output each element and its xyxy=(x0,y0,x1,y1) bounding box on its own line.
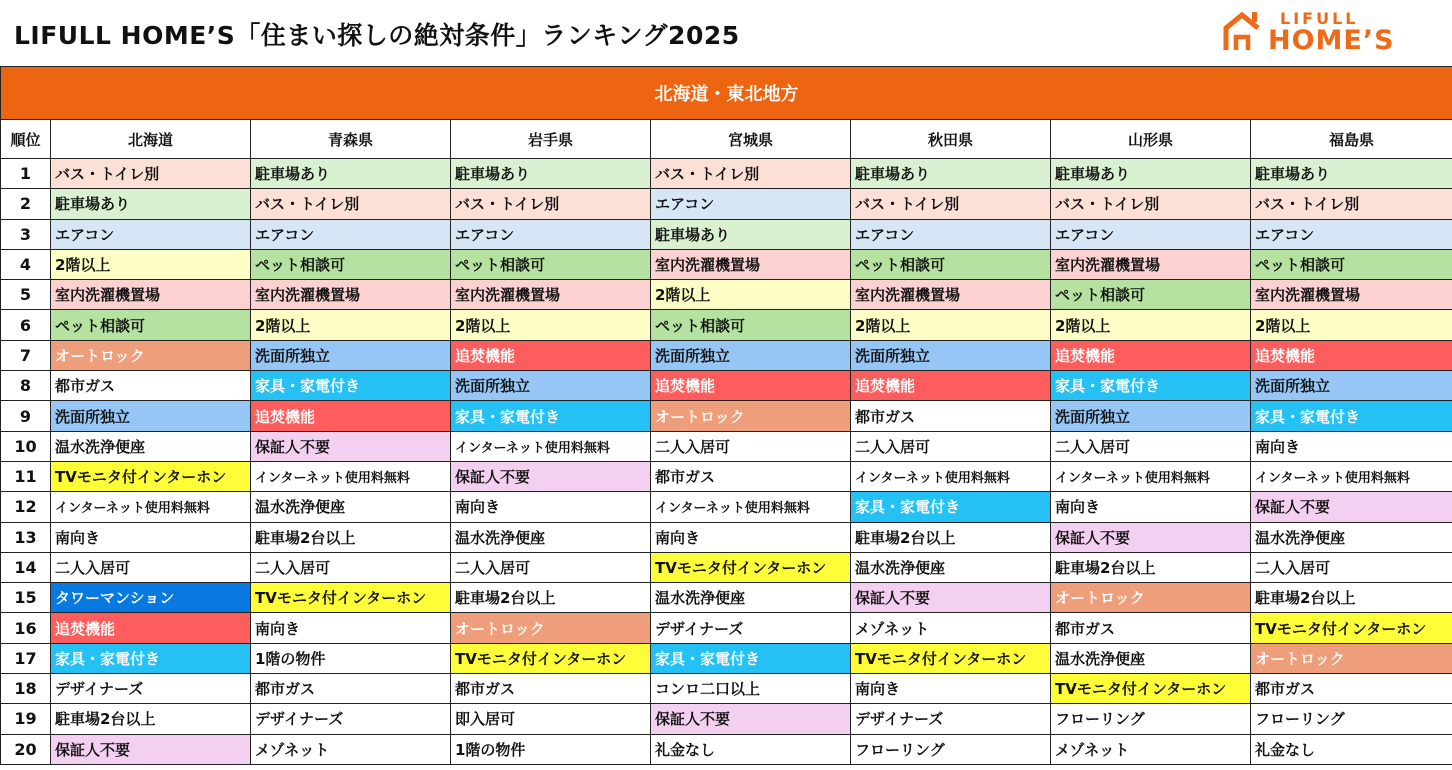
condition-cell: 家具・家電付き xyxy=(1051,371,1251,401)
condition-cell: 洗面所独立 xyxy=(851,340,1051,370)
condition-cell: 家具・家電付き xyxy=(651,643,851,673)
table-row xyxy=(1,280,1452,310)
condition-cell: TVモニタ付インターホン xyxy=(851,643,1051,673)
prefecture-header: 福島県 xyxy=(1251,120,1452,159)
condition-cell: ペット相談可 xyxy=(1251,249,1452,279)
rank-cell: 6 xyxy=(1,310,51,340)
condition-cell: 都市ガス xyxy=(451,674,651,704)
condition-cell: 追焚機能 xyxy=(51,613,251,643)
condition-cell: ペット相談可 xyxy=(451,249,651,279)
condition-cell: 家具・家電付き xyxy=(251,371,451,401)
condition-cell: 2階以上 xyxy=(251,310,451,340)
condition-cell: エアコン xyxy=(1251,219,1452,249)
rank-cell: 14 xyxy=(1,552,51,582)
condition-cell: エアコン xyxy=(51,219,251,249)
condition-cell: 駐車場あり xyxy=(1051,159,1251,189)
condition-cell: 洗面所独立 xyxy=(1051,401,1251,431)
condition-cell: TVモニタ付インターホン xyxy=(51,461,251,491)
condition-cell: 家具・家電付き xyxy=(451,401,651,431)
table-row xyxy=(1,401,1452,431)
condition-cell: エアコン xyxy=(451,219,651,249)
table-row xyxy=(1,159,1452,189)
table-row xyxy=(1,431,1452,461)
condition-cell: ペット相談可 xyxy=(51,310,251,340)
condition-cell: 室内洗濯機置場 xyxy=(451,280,651,310)
condition-cell: 二人入居可 xyxy=(851,431,1051,461)
condition-cell: TVモニタ付インターホン xyxy=(1051,674,1251,704)
condition-cell: 南向き xyxy=(251,613,451,643)
rank-cell: 4 xyxy=(1,249,51,279)
condition-cell: インターネット使用料無料 xyxy=(851,461,1051,491)
condition-cell: インターネット使用料無料 xyxy=(651,492,851,522)
condition-cell: 2階以上 xyxy=(851,310,1051,340)
condition-cell: 温水洗浄便座 xyxy=(851,552,1051,582)
rank-cell: 8 xyxy=(1,371,51,401)
condition-cell: 温水洗浄便座 xyxy=(651,583,851,613)
condition-cell: 室内洗濯機置場 xyxy=(651,249,851,279)
condition-cell: ペット相談可 xyxy=(851,249,1051,279)
condition-cell: 追焚機能 xyxy=(851,371,1051,401)
condition-cell: バス・トイレ別 xyxy=(1251,189,1452,219)
house-logo-icon xyxy=(1222,10,1262,52)
condition-cell: TVモニタ付インターホン xyxy=(651,552,851,582)
rank-cell: 17 xyxy=(1,643,51,673)
table-row xyxy=(1,613,1452,643)
condition-cell: インターネット使用料無料 xyxy=(1051,461,1251,491)
condition-cell: 南向き xyxy=(651,522,851,552)
rank-cell: 19 xyxy=(1,704,51,734)
condition-cell: 1階の物件 xyxy=(451,734,651,764)
table-row xyxy=(1,461,1452,491)
condition-cell: オートロック xyxy=(1051,583,1251,613)
rank-column-header: 順位 xyxy=(1,120,51,159)
condition-cell: バス・トイレ別 xyxy=(851,189,1051,219)
condition-cell: 洗面所独立 xyxy=(51,401,251,431)
prefecture-header: 秋田県 xyxy=(851,120,1051,159)
condition-cell: 都市ガス xyxy=(851,401,1051,431)
rank-cell: 15 xyxy=(1,583,51,613)
condition-cell: 駐車場2台以上 xyxy=(1251,583,1452,613)
rank-cell: 16 xyxy=(1,613,51,643)
condition-cell: 保証人不要 xyxy=(251,431,451,461)
condition-cell: ペット相談可 xyxy=(1051,280,1251,310)
condition-cell: 温水洗浄便座 xyxy=(1051,643,1251,673)
condition-cell: エアコン xyxy=(251,219,451,249)
condition-cell: 駐車場2台以上 xyxy=(251,522,451,552)
page-header xyxy=(0,0,1452,66)
condition-cell: 家具・家電付き xyxy=(1251,401,1452,431)
condition-cell: 駐車場2台以上 xyxy=(451,583,651,613)
prefecture-header: 山形県 xyxy=(1051,120,1251,159)
condition-cell: インターネット使用料無料 xyxy=(51,492,251,522)
prefecture-header: 北海道 xyxy=(51,120,251,159)
ranking-table xyxy=(0,66,1452,765)
table-row xyxy=(1,249,1452,279)
condition-cell: オートロック xyxy=(51,340,251,370)
condition-cell: 駐車場あり xyxy=(251,159,451,189)
condition-cell: 二人入居可 xyxy=(451,552,651,582)
condition-cell: 保証人不要 xyxy=(51,734,251,764)
condition-cell: ペット相談可 xyxy=(651,310,851,340)
condition-cell: 1階の物件 xyxy=(251,643,451,673)
condition-cell: デザイナーズ xyxy=(51,674,251,704)
lifull-homes-logo xyxy=(1222,8,1412,58)
rank-cell: 10 xyxy=(1,431,51,461)
condition-cell: 二人入居可 xyxy=(1251,552,1452,582)
condition-cell: 保証人不要 xyxy=(1251,492,1452,522)
condition-cell: 追焚機能 xyxy=(1251,340,1452,370)
condition-cell: デザイナーズ xyxy=(851,704,1051,734)
condition-cell: インターネット使用料無料 xyxy=(1251,461,1452,491)
rank-cell: 9 xyxy=(1,401,51,431)
condition-cell: 二人入居可 xyxy=(651,431,851,461)
condition-cell: インターネット使用料無料 xyxy=(451,431,651,461)
logo-text-lifull: LIFULL xyxy=(1280,9,1359,28)
condition-cell: バス・トイレ別 xyxy=(451,189,651,219)
condition-cell: 洗面所独立 xyxy=(451,371,651,401)
condition-cell: 追焚機能 xyxy=(251,401,451,431)
condition-cell: TVモニタ付インターホン xyxy=(451,643,651,673)
table-row xyxy=(1,340,1452,370)
condition-cell: 室内洗濯機置場 xyxy=(1251,280,1452,310)
region-header: 北海道・東北地方 xyxy=(1,67,1452,120)
table-row xyxy=(1,189,1452,219)
condition-cell: 駐車場あり xyxy=(651,219,851,249)
condition-cell: 家具・家電付き xyxy=(851,492,1051,522)
table-row xyxy=(1,674,1452,704)
rank-cell: 3 xyxy=(1,219,51,249)
condition-cell: 礼金なし xyxy=(1251,734,1452,764)
prefecture-header: 岩手県 xyxy=(451,120,651,159)
rank-cell: 5 xyxy=(1,280,51,310)
condition-cell: 駐車場2台以上 xyxy=(1051,552,1251,582)
condition-cell: 都市ガス xyxy=(51,371,251,401)
condition-cell: 追焚機能 xyxy=(651,371,851,401)
condition-cell: 二人入居可 xyxy=(1051,431,1251,461)
table-row xyxy=(1,310,1452,340)
condition-cell: 室内洗濯機置場 xyxy=(251,280,451,310)
table-row xyxy=(1,704,1452,734)
condition-cell: 保証人不要 xyxy=(651,704,851,734)
rank-cell: 1 xyxy=(1,159,51,189)
condition-cell: 保証人不要 xyxy=(451,461,651,491)
condition-cell: バス・トイレ別 xyxy=(1051,189,1251,219)
rank-cell: 18 xyxy=(1,674,51,704)
condition-cell: 2階以上 xyxy=(1251,310,1452,340)
condition-cell: 保証人不要 xyxy=(851,583,1051,613)
column-header-row xyxy=(1,120,1452,159)
condition-cell: 駐車場2台以上 xyxy=(851,522,1051,552)
condition-cell: 温水洗浄便座 xyxy=(51,431,251,461)
table-row xyxy=(1,552,1452,582)
condition-cell: バス・トイレ別 xyxy=(251,189,451,219)
condition-cell: 家具・家電付き xyxy=(51,643,251,673)
condition-cell: 礼金なし xyxy=(651,734,851,764)
condition-cell: 駐車場あり xyxy=(1251,159,1452,189)
rank-cell: 20 xyxy=(1,734,51,764)
condition-cell: 即入居可 xyxy=(451,704,651,734)
condition-cell: 南向き xyxy=(1051,492,1251,522)
condition-cell: フローリング xyxy=(1051,704,1251,734)
condition-cell: 駐車場あり xyxy=(51,189,251,219)
condition-cell: 洗面所独立 xyxy=(1251,371,1452,401)
condition-cell: オートロック xyxy=(451,613,651,643)
condition-cell: 追焚機能 xyxy=(1051,340,1251,370)
condition-cell: 駐車場あり xyxy=(851,159,1051,189)
condition-cell: 室内洗濯機置場 xyxy=(851,280,1051,310)
condition-cell: メゾネット xyxy=(251,734,451,764)
condition-cell: コンロ二口以上 xyxy=(651,674,851,704)
prefecture-header: 青森県 xyxy=(251,120,451,159)
table-row xyxy=(1,734,1452,764)
condition-cell: 温水洗浄便座 xyxy=(1251,522,1452,552)
condition-cell: 都市ガス xyxy=(251,674,451,704)
page-title: LIFULL HOME’S「住まい探しの絶対条件」ランキング2025 xyxy=(14,21,740,50)
condition-cell: 洗面所独立 xyxy=(651,340,851,370)
condition-cell: 二人入居可 xyxy=(51,552,251,582)
condition-cell: タワーマンション xyxy=(51,583,251,613)
table-row xyxy=(1,219,1452,249)
condition-cell: TVモニタ付インターホン xyxy=(1251,613,1452,643)
condition-cell: バス・トイレ別 xyxy=(651,159,851,189)
table-row xyxy=(1,371,1452,401)
condition-cell: 駐車場あり xyxy=(451,159,651,189)
condition-cell: バス・トイレ別 xyxy=(51,159,251,189)
condition-cell: エアコン xyxy=(1051,219,1251,249)
condition-cell: インターネット使用料無料 xyxy=(251,461,451,491)
condition-cell: デザイナーズ xyxy=(251,704,451,734)
condition-cell: 二人入居可 xyxy=(251,552,451,582)
condition-cell: エアコン xyxy=(851,219,1051,249)
condition-cell: 都市ガス xyxy=(1251,674,1452,704)
condition-cell: 洗面所独立 xyxy=(251,340,451,370)
condition-cell: フローリング xyxy=(1251,704,1452,734)
table-row xyxy=(1,643,1452,673)
condition-cell: 駐車場2台以上 xyxy=(51,704,251,734)
condition-cell: 温水洗浄便座 xyxy=(451,522,651,552)
condition-cell: 室内洗濯機置場 xyxy=(51,280,251,310)
condition-cell: 都市ガス xyxy=(651,461,851,491)
condition-cell: 南向き xyxy=(51,522,251,552)
condition-cell: 南向き xyxy=(1251,431,1452,461)
rank-cell: 11 xyxy=(1,461,51,491)
condition-cell: デザイナーズ xyxy=(651,613,851,643)
condition-cell: メゾネット xyxy=(851,613,1051,643)
condition-cell: 室内洗濯機置場 xyxy=(1051,249,1251,279)
condition-cell: 保証人不要 xyxy=(1051,522,1251,552)
rank-cell: 12 xyxy=(1,492,51,522)
condition-cell: オートロック xyxy=(1251,643,1452,673)
condition-cell: 南向き xyxy=(451,492,651,522)
logo-text-homes: HOME’S xyxy=(1268,25,1395,56)
rank-cell: 7 xyxy=(1,340,51,370)
condition-cell: ペット相談可 xyxy=(251,249,451,279)
condition-cell: メゾネット xyxy=(1051,734,1251,764)
condition-cell: オートロック xyxy=(651,401,851,431)
rank-cell: 13 xyxy=(1,522,51,552)
rank-cell: 2 xyxy=(1,189,51,219)
prefecture-header: 宮城県 xyxy=(651,120,851,159)
condition-cell: TVモニタ付インターホン xyxy=(251,583,451,613)
condition-cell: 2階以上 xyxy=(651,280,851,310)
condition-cell: 追焚機能 xyxy=(451,340,651,370)
table-row xyxy=(1,522,1452,552)
condition-cell: 2階以上 xyxy=(1051,310,1251,340)
condition-cell: 南向き xyxy=(851,674,1051,704)
condition-cell: エアコン xyxy=(651,189,851,219)
ranking-body xyxy=(1,159,1452,765)
condition-cell: 温水洗浄便座 xyxy=(251,492,451,522)
table-row xyxy=(1,492,1452,522)
condition-cell: 2階以上 xyxy=(51,249,251,279)
condition-cell: フローリング xyxy=(851,734,1051,764)
table-row xyxy=(1,583,1452,613)
condition-cell: 都市ガス xyxy=(1051,613,1251,643)
condition-cell: 2階以上 xyxy=(451,310,651,340)
